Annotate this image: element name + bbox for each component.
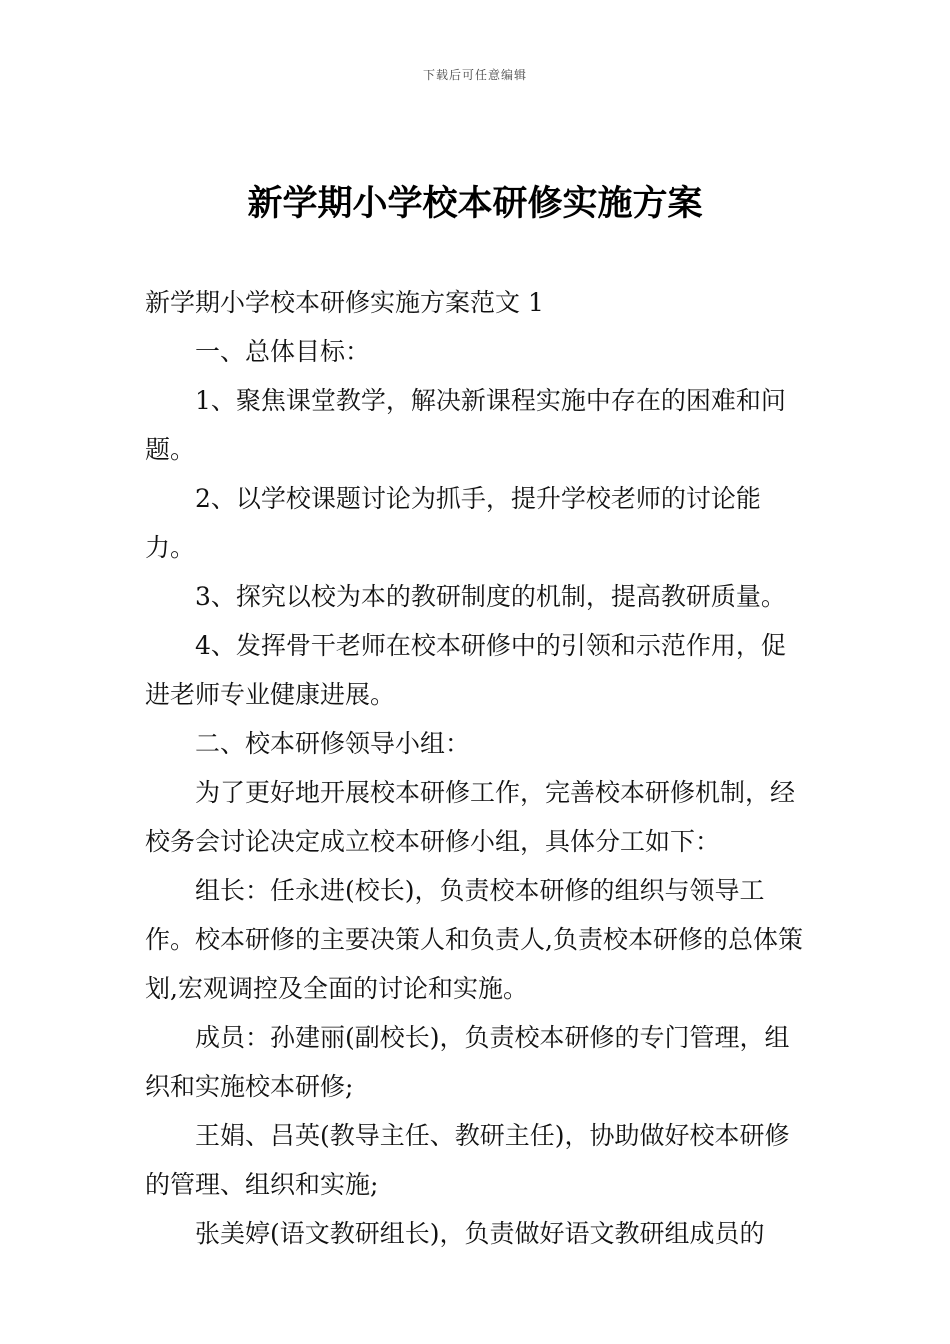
section-heading-goals: 一、总体目标： xyxy=(195,337,371,366)
paragraph-leadership-intro: 为了更好地开展校本研修工作，完善校本研修机制，经校务会讨论决定成立校本研修小组，具体分工如下： xyxy=(145,778,796,856)
header-note: 下载后可任意编辑 xyxy=(422,68,527,82)
paragraph-goal-1: 1、聚焦课堂教学，解决新课程实施中存在的困难和问题。 xyxy=(145,386,786,464)
paragraph-member-3: 张美婷(语文教研组长)，负责做好语文教研组成员的 xyxy=(195,1219,765,1248)
paragraph-member-2: 王娟、吕英(教导主任、教研主任)，协助做好校本研修的管理、组织和实施; xyxy=(145,1121,790,1199)
paragraph-member-1: 成员：孙建丽(副校长)，负责校本研修的专门管理，组织和实施校本研修; xyxy=(145,1023,790,1101)
document-body xyxy=(145,278,810,1258)
section-heading-leadership: 二、校本研修领导小组： xyxy=(195,729,471,758)
paragraph-leader: 组长：任永进(校长)，负责校本研修的组织与领导工作。校本研修的主要决策人和负责人,负责校本研修的总体策划,宏观调控及全面的讨论和实施。 xyxy=(145,876,803,1003)
paragraph-goal-3: 3、探究以校为本的教研制度的机制，提高教研质量。 xyxy=(195,582,786,611)
document-title: 新学期小学校本研修实施方案 xyxy=(247,184,703,224)
paragraph-goal-4: 4、发挥骨干老师在校本研修中的引领和示范作用，促进老师专业健康进展。 xyxy=(145,631,786,709)
document-subtitle: 新学期小学校本研修实施方案范文 1 xyxy=(145,288,544,317)
paragraph-goal-2: 2、以学校课题讨论为抓手，提升学校老师的讨论能力。 xyxy=(145,484,761,562)
